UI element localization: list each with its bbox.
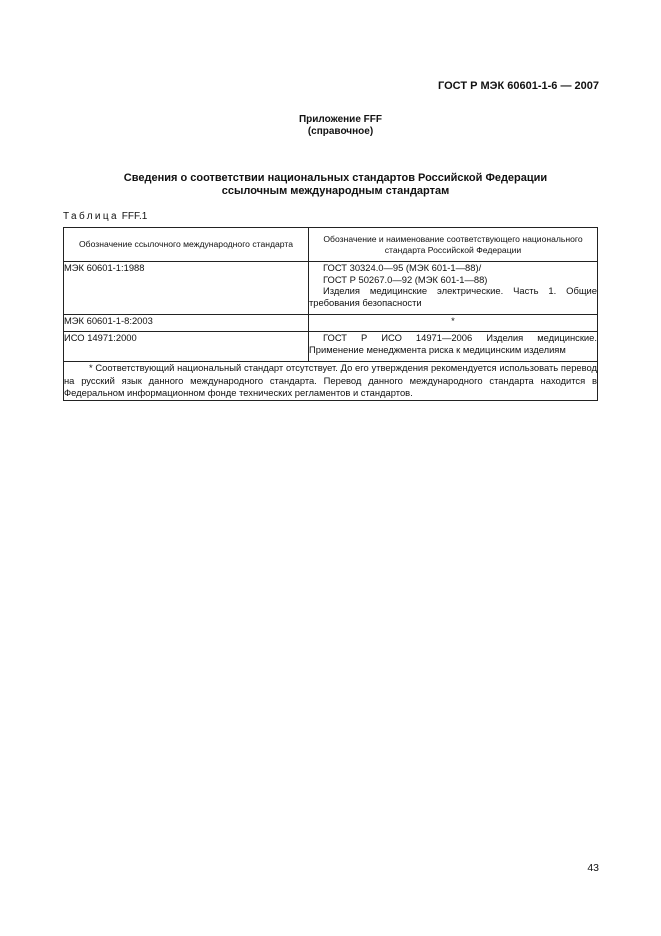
annex-type: (справочное) bbox=[307, 126, 374, 137]
table-row bbox=[64, 315, 598, 332]
page-number: 43 bbox=[587, 862, 599, 874]
national-line: ГОСТ Р ИСО 14971—2006 Изделия медицинские. Применение менеджмента риска к медицинским изделиям bbox=[309, 332, 597, 355]
table-caption-prefix: Таблица bbox=[63, 211, 120, 222]
national-line: ГОСТ Р 50267.0—92 (МЭК 601-1—88) bbox=[323, 273, 488, 285]
national-line: ГОСТ 30324.0—95 (МЭК 601-1—88)/ bbox=[323, 262, 482, 273]
standard-number: ГОСТ Р МЭК 60601-1-6 — 2007 bbox=[438, 80, 599, 92]
row-code: МЭК 60601-1-8:2003 bbox=[64, 315, 309, 332]
title-line-1: Сведения о соответствии национальных стандартов Российской Федерации bbox=[123, 172, 548, 184]
header-international-standard: Обозначение ссылочного международного стандарта bbox=[64, 228, 309, 262]
table-header-row bbox=[64, 228, 598, 262]
row-code: ИСО 14971:2000 bbox=[64, 332, 309, 362]
document-title bbox=[0, 172, 661, 198]
table-footnote: * Соответствующий национальный стандарт отсутствует. До его утверждения рекомендуется использовать перевод на русский язык данного международного стандарта. Перевод данного международного стандарта находится в Федеральном информационном фонде технических регламентов и стандартов. bbox=[64, 362, 597, 398]
table-row bbox=[64, 262, 598, 315]
title-line-2: ссылочным международным стандартам bbox=[221, 185, 450, 197]
table-caption-number: FFF.1 bbox=[121, 211, 148, 222]
annex-heading bbox=[0, 114, 661, 138]
row-national-star: * bbox=[309, 315, 598, 332]
row-national bbox=[309, 332, 598, 362]
annex-title: Приложение FFF bbox=[298, 114, 382, 125]
table-row bbox=[64, 332, 598, 362]
table-footnote-row bbox=[64, 362, 598, 401]
table-caption bbox=[63, 211, 147, 222]
national-line: Изделия медицинские электрические. Часть 1. Общие требования безопасности bbox=[309, 285, 597, 308]
standards-table bbox=[63, 227, 598, 401]
row-national bbox=[309, 262, 598, 315]
row-code: МЭК 60601-1:1988 bbox=[64, 262, 309, 315]
header-national-standard: Обозначение и наименование соответствующего национального стандарта Российской Федерации bbox=[309, 228, 598, 262]
